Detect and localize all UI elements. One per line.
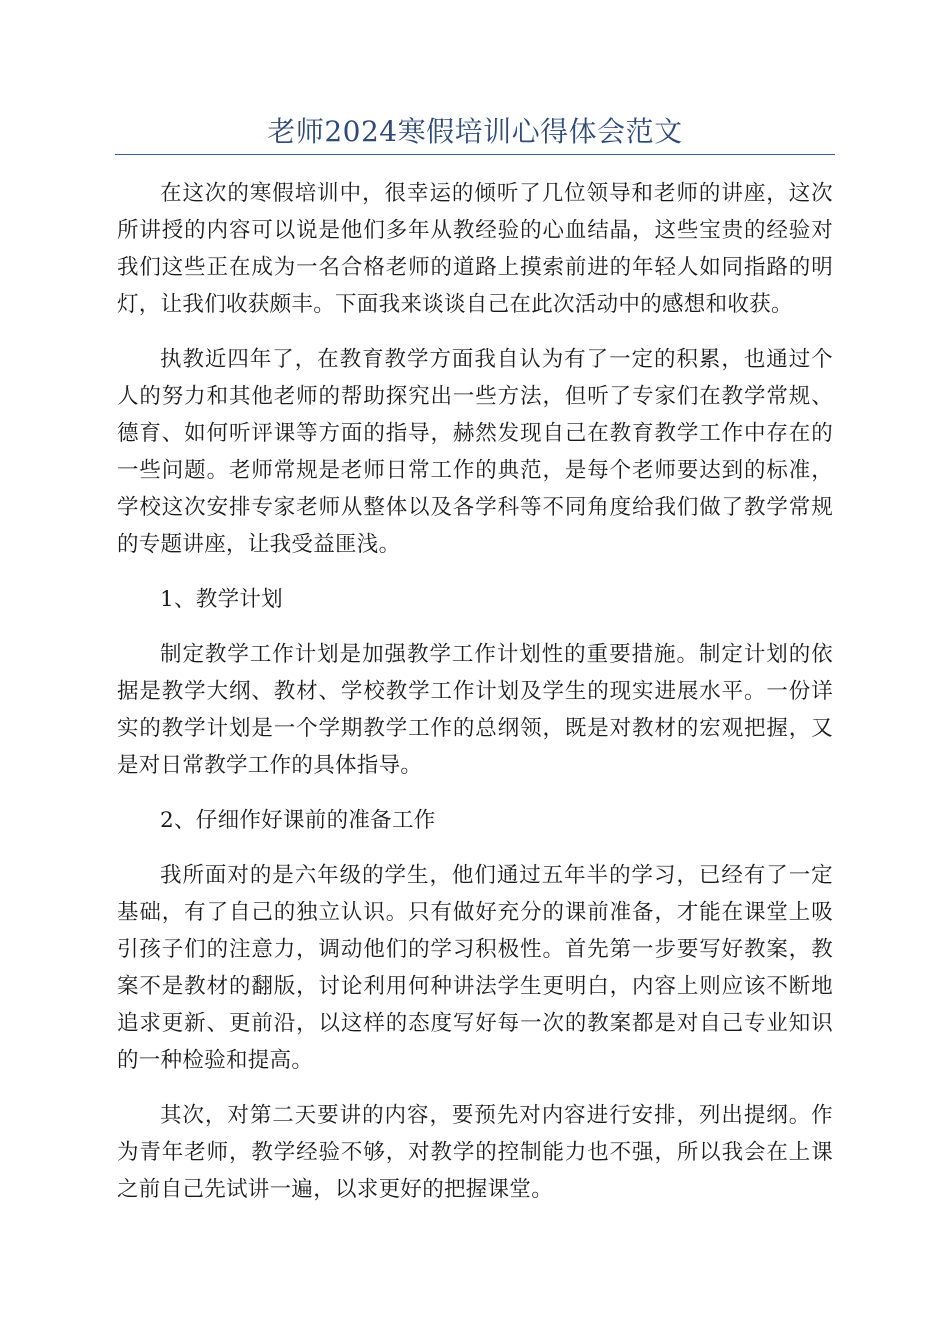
section-heading-teaching-plan: 1、教学计划 xyxy=(160,587,283,612)
document-title: 老师2024寒假培训心得体会范文 xyxy=(267,115,683,148)
section-heading-preparation: 2、仔细作好课前的准备工作 xyxy=(160,808,436,833)
paragraph-intro: 在这次的寒假培训中，很幸运的倾听了几位领导和老师的讲座，这次所讲授的内容可以说是他们多年从教经验的心血结晶，这些宝贵的经验对我们这些正在成为一名合格老师的道路上摸索前进的年轻人如同指路的明灯，让我们收获颇丰。下面我来谈谈自己在此次活动中的感想和收获。 xyxy=(117,181,833,317)
paragraph-teaching-plan: 制定教学工作计划是加强教学工作计划性的重要措施。制定计划的依据是教学大纲、教材、学校教学工作计划及学生的现实进展水平。一份详实的教学计划是一个学期教学工作的总纲领，既是对教材的宏观把握，又是对日常教学工作的具体指导。 xyxy=(117,642,833,778)
document-body xyxy=(117,175,833,1226)
paragraph-experience: 执教近四年了，在教育教学方面我自认为有了一定的积累，也通过个人的努力和其他老师的帮助探究出一些方法，但听了专家们在教学常规、德育、如何听评课等方面的指导，赫然发现自己在教育教学工作中存在的一些问题。老师常规是老师日常工作的典范，是每个老师要达到的标准，学校这次安排专家老师从整体以及各学科等不同角度给我们做了教学常规的专题讲座，让我受益匪浅。 xyxy=(117,347,833,557)
paragraph-next-day: 其次，对第二天要讲的内容，要预先对内容进行安排，列出提纲。作为青年老师，教学经验不够，对教学的控制能力也不强，所以我会在上课之前自己先试讲一遍，以求更好的把握课堂。 xyxy=(117,1103,833,1202)
paragraph-preparation: 我所面对的是六年级的学生，他们通过五年半的学习，已经有了一定基础，有了自己的独立认识。只有做好充分的课前准备，才能在课堂上吸引孩子们的注意力，调动他们的学习积极性。首先第一步要写好教案，教案不是教材的翻版，讨论利用何种讲法学生更明白，内容上则应该不断地追求更新、更前沿，以这样的态度写好每一次的教案都是对自己专业知识的一种检验和提高。 xyxy=(117,863,833,1073)
title-underline xyxy=(115,154,835,155)
